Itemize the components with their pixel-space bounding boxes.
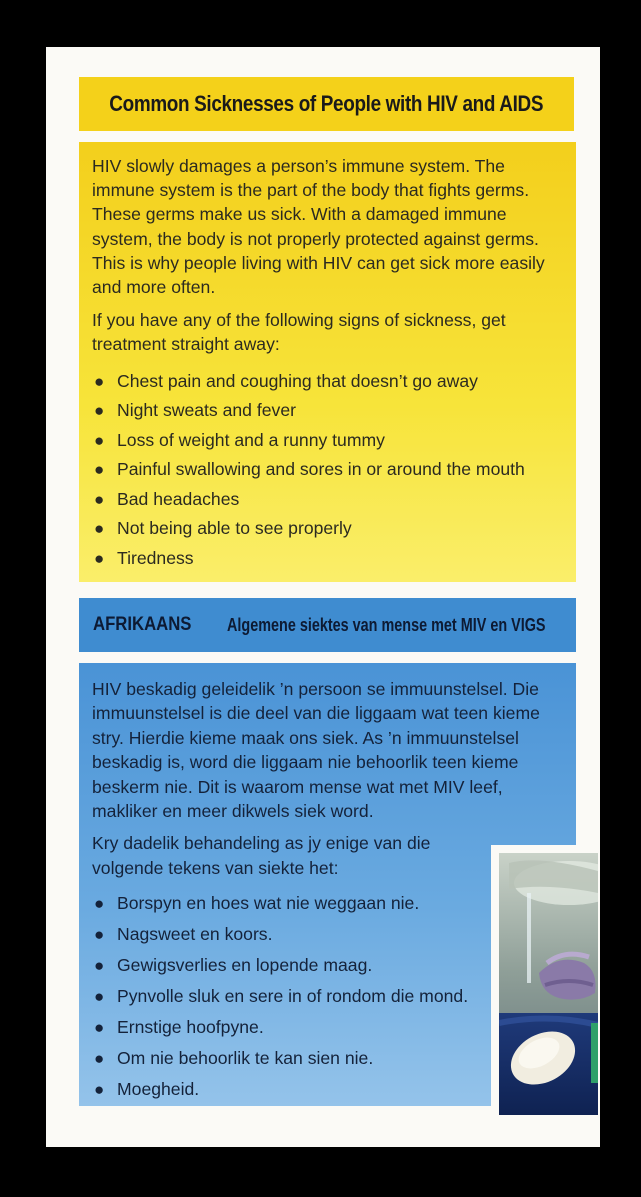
bullet-icon: ● [94,519,105,539]
list-item: ● Borspyn en hoes wat nie weggaan nie. [92,888,560,919]
list-item: ● Painful swallowing and sores in or around the mouth [92,455,560,485]
bullet-icon: ● [94,925,105,945]
bullet-icon: ● [94,371,105,391]
list-item: ● Pynvolle sluk en sere in of rondom die mond. [92,981,560,1012]
list-item: ● Om nie behoorlik te kan sien nie. [92,1043,560,1074]
list-item: ● Night sweats and fever [92,396,560,426]
list-item: ● Gewigsverlies en lopende maag. [92,950,560,981]
afrikaans-paragraph-2: Kry dadelik behandeling as jy enige van die volgende tekens van siekte het: [92,833,431,878]
list-item: ● Tiredness [92,544,560,574]
bullet-icon: ● [94,956,105,976]
bullet-icon: ● [94,894,105,914]
list-item: ● Not being able to see properly [92,514,560,544]
language-label: AFRIKAANS [93,614,192,635]
bullet-icon: ● [94,460,105,480]
list-item: ● Moegheid. [92,1074,560,1105]
english-title: Common Sicknesses of People with HIV and AIDS [109,91,544,116]
bullet-icon: ● [94,430,105,450]
afrikaans-signs-list [92,888,560,1105]
english-paragraph-1: HIV slowly damages a person’s immune system. The immune system is the part of the body that fights germs. These germs make us sick. With a damaged immune system, the body is not properly protected against germs. This is why people living with HIV can get sick more easily and more often. [92,156,545,298]
afrikaans-title-bar [79,598,576,652]
list-item: ● Loss of weight and a runny tummy [92,426,560,456]
bullet-icon: ● [94,1018,105,1038]
list-item: ● Bad headaches [92,485,560,515]
afrikaans-title: Algemene siektes van mense met MIV en VIGS [226,614,546,635]
english-paragraph-2: If you have any of the following signs of sickness, get treatment straight away: [92,310,506,355]
bullet-icon: ● [94,1049,105,1069]
list-item: ● Ernstige hoofpyne. [92,1012,560,1043]
english-body [79,142,576,582]
afrikaans-paragraph-1: HIV beskadig geleidelik ’n persoon se immuunstelsel. Die immuunstelsel is die deel van die liggaam wat teen kieme stry. Hierdie kieme maak ons siek. As ’n immuunstelsel beskadig is, word die liggaam nie behoorlik teen kieme beskerm nie. Dit is waarom mense wat met MIV leef, makliker en meer dikwels siek word. [92,679,540,822]
bullet-icon: ● [94,401,105,421]
english-signs-list [92,367,560,574]
hand-washing-photo-icon [499,853,598,1115]
bullet-icon: ● [94,987,105,1007]
list-item: ● Nagsweet en koors. [92,919,560,950]
bullet-icon: ● [94,489,105,509]
english-title-bar [79,77,574,131]
list-item: ● Chest pain and coughing that doesn’t go away [92,367,560,397]
bullet-icon: ● [94,548,105,568]
bullet-icon: ● [94,1080,105,1100]
hand-washing-photo [491,845,598,1115]
